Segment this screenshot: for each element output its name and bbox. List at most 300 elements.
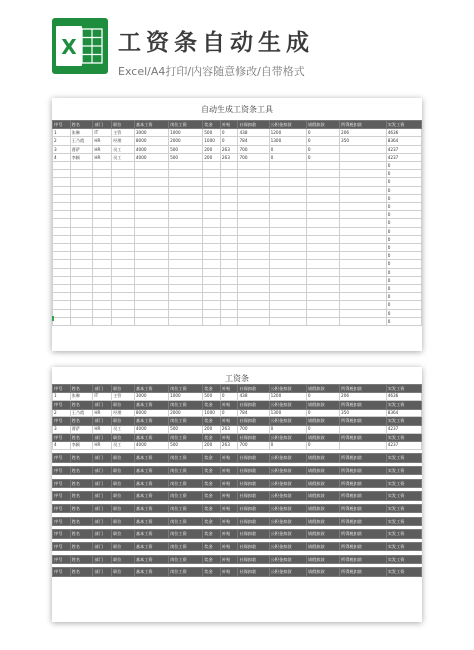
table-cell[interactable]: 0 [220,393,238,401]
table-cell[interactable]: 4237 [386,145,421,153]
table-cell[interactable] [93,211,112,219]
table-cell[interactable] [112,186,135,194]
table-cell[interactable] [220,235,238,243]
table-cell[interactable] [169,252,203,260]
table-cell[interactable] [203,194,221,202]
table-cell[interactable] [93,203,112,211]
table-cell[interactable]: 350 [340,137,387,145]
table-cell[interactable] [169,170,203,178]
table-cell[interactable] [340,442,387,450]
table-cell[interactable] [238,211,269,219]
table-cell[interactable] [220,309,238,317]
table-cell[interactable]: 4636 [386,393,421,401]
table-cell[interactable] [269,252,306,260]
table-cell[interactable] [93,252,112,260]
table-cell[interactable] [269,309,306,317]
table-cell[interactable]: 8000 [134,137,168,145]
table-cell[interactable] [169,235,203,243]
table-cell[interactable]: 263 [220,425,238,433]
table-cell[interactable] [70,203,93,211]
table-cell[interactable] [70,186,93,194]
table-cell[interactable] [306,211,339,219]
table-cell[interactable]: 0 [220,129,238,137]
table-cell[interactable] [70,178,93,186]
table-cell[interactable] [269,170,306,178]
table-cell[interactable] [203,203,221,211]
table-cell[interactable] [169,194,203,202]
table-cell[interactable]: 0 [386,293,421,301]
table-cell[interactable]: 员工 [112,442,135,450]
table-cell[interactable] [134,194,168,202]
table-cell[interactable] [306,293,339,301]
table-cell[interactable]: 784 [238,137,269,145]
table-cell[interactable] [220,219,238,227]
table-cell[interactable] [203,235,221,243]
table-cell[interactable] [340,293,387,301]
table-cell[interactable] [70,211,93,219]
table-cell[interactable]: 2 [53,409,71,417]
table-cell[interactable] [169,211,203,219]
table-cell[interactable] [306,268,339,276]
table-cell[interactable] [238,260,269,268]
table-cell[interactable] [340,227,387,235]
table-cell[interactable] [238,317,269,325]
table-cell[interactable] [169,203,203,211]
table-cell[interactable] [203,170,221,178]
table-cell[interactable] [70,162,93,170]
table-cell[interactable]: 经理 [112,137,135,145]
table-cell[interactable]: 0 [306,129,339,137]
table-cell[interactable] [220,317,238,325]
table-cell[interactable] [220,211,238,219]
table-cell[interactable] [93,317,112,325]
table-cell[interactable]: 员工 [112,145,135,153]
table-cell[interactable] [238,276,269,284]
table-cell[interactable]: 员工 [112,425,135,433]
table-cell[interactable] [53,178,71,186]
table-cell[interactable] [340,211,387,219]
table-cell[interactable]: 张琳 [70,393,93,401]
table-cell[interactable] [134,178,168,186]
table-cell[interactable] [93,309,112,317]
table-cell[interactable] [220,186,238,194]
table-cell[interactable] [112,211,135,219]
table-cell[interactable]: 1 [53,129,71,137]
table-cell[interactable] [169,309,203,317]
table-cell[interactable] [203,309,221,317]
table-cell[interactable] [340,317,387,325]
table-cell[interactable]: 0 [269,425,306,433]
table-cell[interactable] [306,317,339,325]
table-cell[interactable]: 0 [269,442,306,450]
table-cell[interactable]: 0 [386,317,421,325]
table-cell[interactable] [134,170,168,178]
table-cell[interactable] [112,309,135,317]
table-cell[interactable] [134,301,168,309]
table-cell[interactable]: 1000 [169,129,203,137]
table-cell[interactable]: IT [93,129,112,137]
table-cell[interactable]: 0 [386,162,421,170]
table-cell[interactable]: 0 [386,268,421,276]
table-cell[interactable] [169,219,203,227]
table-cell[interactable] [306,178,339,186]
table-cell[interactable] [53,293,71,301]
table-cell[interactable] [112,170,135,178]
table-cell[interactable] [203,285,221,293]
table-cell[interactable]: 0 [386,211,421,219]
table-cell[interactable] [269,317,306,325]
table-cell[interactable]: 3 [53,425,71,433]
table-cell[interactable] [134,227,168,235]
table-cell[interactable] [134,268,168,276]
table-cell[interactable] [53,244,71,252]
table-cell[interactable]: 李颖 [70,153,93,161]
table-cell[interactable] [340,235,387,243]
table-cell[interactable]: 0 [386,170,421,178]
table-cell[interactable]: 主管 [112,129,135,137]
table-cell[interactable] [169,317,203,325]
table-cell[interactable]: 0 [386,235,421,243]
table-cell[interactable]: 1000 [169,393,203,401]
table-cell[interactable]: 0 [269,145,306,153]
table-cell[interactable] [220,178,238,186]
table-cell[interactable]: 2000 [169,137,203,145]
table-cell[interactable] [134,285,168,293]
table-cell[interactable]: 4636 [386,129,421,137]
table-cell[interactable] [134,162,168,170]
table-cell[interactable]: 经理 [112,409,135,417]
table-cell[interactable]: 0 [306,393,339,401]
table-cell[interactable] [169,268,203,276]
table-cell[interactable]: 1300 [269,137,306,145]
table-cell[interactable]: 4000 [134,153,168,161]
table-cell[interactable]: 200 [203,145,221,153]
table-cell[interactable]: 206 [340,393,387,401]
table-cell[interactable] [93,268,112,276]
table-cell[interactable]: HR [93,145,112,153]
table-cell[interactable] [112,244,135,252]
table-cell[interactable]: 200 [203,442,221,450]
table-cell[interactable]: 0 [386,276,421,284]
table-cell[interactable] [70,235,93,243]
table-cell[interactable] [220,227,238,235]
table-cell[interactable]: 4237 [386,153,421,161]
table-cell[interactable]: 700 [238,153,269,161]
table-cell[interactable] [93,235,112,243]
table-cell[interactable] [220,203,238,211]
table-cell[interactable]: 2 [53,137,71,145]
table-cell[interactable]: 0 [386,219,421,227]
table-cell[interactable] [53,162,71,170]
table-cell[interactable]: 438 [238,393,269,401]
table-cell[interactable] [134,309,168,317]
table-cell[interactable]: 500 [169,442,203,450]
table-cell[interactable]: 王乃霞 [70,137,93,145]
table-cell[interactable] [70,309,93,317]
table-cell[interactable] [238,235,269,243]
table-cell[interactable] [238,170,269,178]
table-cell[interactable] [112,203,135,211]
table-cell[interactable] [340,219,387,227]
table-cell[interactable] [93,260,112,268]
table-cell[interactable]: 王乃霞 [70,409,93,417]
table-cell[interactable] [220,285,238,293]
table-cell[interactable]: 0 [306,153,339,161]
table-cell[interactable] [70,301,93,309]
table-cell[interactable]: 263 [220,145,238,153]
table-cell[interactable] [112,285,135,293]
table-cell[interactable]: 4237 [386,442,421,450]
table-cell[interactable]: 784 [238,409,269,417]
table-cell[interactable]: 0 [386,194,421,202]
table-cell[interactable] [340,276,387,284]
table-cell[interactable] [269,244,306,252]
table-cell[interactable] [220,268,238,276]
table-cell[interactable] [169,186,203,194]
table-cell[interactable]: 1000 [203,137,221,145]
table-cell[interactable] [70,260,93,268]
table-cell[interactable] [53,170,71,178]
table-cell[interactable] [238,309,269,317]
table-cell[interactable] [203,301,221,309]
table-cell[interactable] [134,235,168,243]
table-cell[interactable] [53,268,71,276]
table-cell[interactable] [53,301,71,309]
table-cell[interactable]: 3000 [134,393,168,401]
table-cell[interactable] [93,276,112,284]
table-cell[interactable] [340,425,387,433]
table-cell[interactable] [169,244,203,252]
table-cell[interactable] [134,186,168,194]
table-cell[interactable] [238,301,269,309]
table-cell[interactable] [70,219,93,227]
table-cell[interactable] [112,227,135,235]
table-cell[interactable] [238,178,269,186]
table-cell[interactable] [112,162,135,170]
table-cell[interactable]: 0 [386,227,421,235]
table-cell[interactable] [340,162,387,170]
table-cell[interactable] [220,162,238,170]
table-cell[interactable]: 700 [238,442,269,450]
table-cell[interactable]: HR [93,425,112,433]
table-cell[interactable] [203,186,221,194]
table-cell[interactable]: 500 [169,425,203,433]
table-cell[interactable]: 500 [169,145,203,153]
table-cell[interactable]: 1200 [269,129,306,137]
table-cell[interactable]: 500 [169,153,203,161]
table-cell[interactable] [269,162,306,170]
table-cell[interactable]: 0 [306,442,339,450]
table-cell[interactable]: 700 [238,145,269,153]
table-cell[interactable]: 3000 [134,129,168,137]
table-cell[interactable] [340,309,387,317]
table-cell[interactable] [220,260,238,268]
table-cell[interactable] [169,301,203,309]
table-cell[interactable] [269,268,306,276]
table-cell[interactable]: 438 [238,129,269,137]
table-cell[interactable] [238,293,269,301]
table-cell[interactable]: 0 [220,409,238,417]
table-cell[interactable] [53,285,71,293]
table-cell[interactable] [112,268,135,276]
table-cell[interactable] [269,276,306,284]
table-cell[interactable]: 0 [386,301,421,309]
table-cell[interactable] [340,170,387,178]
table-cell[interactable] [340,194,387,202]
table-cell[interactable] [169,178,203,186]
table-cell[interactable]: 200 [203,153,221,161]
table-cell[interactable] [269,211,306,219]
table-cell[interactable]: 张琳 [70,129,93,137]
table-cell[interactable]: 曹萨 [70,425,93,433]
table-cell[interactable]: 0 [269,153,306,161]
table-cell[interactable] [203,219,221,227]
table-cell[interactable] [93,301,112,309]
table-cell[interactable] [306,186,339,194]
table-cell[interactable] [203,252,221,260]
table-cell[interactable] [306,194,339,202]
table-cell[interactable] [112,317,135,325]
table-cell[interactable] [238,186,269,194]
table-cell[interactable]: 263 [220,153,238,161]
table-cell[interactable] [53,260,71,268]
table-cell[interactable] [306,244,339,252]
table-cell[interactable] [220,194,238,202]
table-cell[interactable] [134,219,168,227]
table-cell[interactable]: 4000 [134,425,168,433]
table-cell[interactable] [53,203,71,211]
table-cell[interactable]: 8364 [386,409,421,417]
table-cell[interactable] [93,162,112,170]
table-cell[interactable] [134,317,168,325]
table-cell[interactable] [134,276,168,284]
table-cell[interactable]: 8000 [134,409,168,417]
table-cell[interactable]: 350 [340,409,387,417]
table-cell[interactable]: 0 [220,137,238,145]
table-cell[interactable]: 0 [306,145,339,153]
table-cell[interactable] [306,170,339,178]
table-cell[interactable] [53,194,71,202]
table-cell[interactable]: 0 [306,409,339,417]
table-cell[interactable] [238,194,269,202]
table-cell[interactable] [269,178,306,186]
table-cell[interactable] [203,227,221,235]
table-cell[interactable] [340,285,387,293]
table-cell[interactable] [134,252,168,260]
table-cell[interactable]: 3 [53,145,71,153]
table-cell[interactable]: HR [93,137,112,145]
table-cell[interactable] [340,203,387,211]
table-cell[interactable] [70,317,93,325]
table-cell[interactable] [53,227,71,235]
table-cell[interactable]: 8364 [386,137,421,145]
table-cell[interactable] [53,276,71,284]
table-cell[interactable] [220,301,238,309]
table-cell[interactable]: 4237 [386,425,421,433]
table-cell[interactable] [203,317,221,325]
table-cell[interactable]: 500 [203,393,221,401]
table-cell[interactable] [203,178,221,186]
table-cell[interactable] [220,244,238,252]
table-cell[interactable] [169,293,203,301]
table-cell[interactable]: 700 [238,425,269,433]
table-cell[interactable] [269,227,306,235]
table-cell[interactable] [112,235,135,243]
table-cell[interactable] [53,309,71,317]
table-cell[interactable]: 4 [53,442,71,450]
table-cell[interactable] [340,244,387,252]
table-cell[interactable] [203,268,221,276]
table-cell[interactable] [169,162,203,170]
table-cell[interactable] [238,244,269,252]
table-cell[interactable] [238,285,269,293]
table-cell[interactable]: 0 [386,252,421,260]
table-cell[interactable] [93,285,112,293]
table-cell[interactable]: 1 [53,393,71,401]
table-cell[interactable] [112,194,135,202]
table-cell[interactable]: HR [93,409,112,417]
table-cell[interactable] [70,252,93,260]
table-cell[interactable] [220,293,238,301]
table-cell[interactable] [306,301,339,309]
table-cell[interactable] [269,301,306,309]
table-cell[interactable] [203,276,221,284]
table-cell[interactable] [340,145,387,153]
table-cell[interactable]: 0 [386,178,421,186]
table-cell[interactable] [70,194,93,202]
table-cell[interactable] [238,227,269,235]
table-cell[interactable] [93,186,112,194]
table-cell[interactable] [238,203,269,211]
table-cell[interactable]: 0 [386,203,421,211]
table-cell[interactable] [306,260,339,268]
table-cell[interactable] [70,244,93,252]
table-cell[interactable] [169,260,203,268]
table-cell[interactable] [112,219,135,227]
table-cell[interactable] [53,186,71,194]
table-cell[interactable]: 1000 [203,409,221,417]
table-cell[interactable]: 200 [203,425,221,433]
table-cell[interactable] [53,235,71,243]
table-cell[interactable] [340,301,387,309]
table-cell[interactable] [134,203,168,211]
table-cell[interactable] [306,219,339,227]
table-cell[interactable] [93,293,112,301]
table-cell[interactable] [70,170,93,178]
table-cell[interactable] [306,162,339,170]
table-cell[interactable] [238,219,269,227]
table-cell[interactable]: 206 [340,129,387,137]
table-cell[interactable]: HR [93,153,112,161]
table-cell[interactable] [203,162,221,170]
table-cell[interactable] [269,285,306,293]
table-cell[interactable] [269,219,306,227]
table-cell[interactable]: 1200 [269,393,306,401]
table-cell[interactable] [306,285,339,293]
table-cell[interactable] [238,268,269,276]
table-cell[interactable]: 0 [386,186,421,194]
table-cell[interactable] [269,260,306,268]
table-cell[interactable] [112,260,135,268]
table-cell[interactable]: 李颖 [70,442,93,450]
table-cell[interactable] [238,252,269,260]
table-cell[interactable]: 0 [386,285,421,293]
table-cell[interactable]: 1300 [269,409,306,417]
table-cell[interactable] [134,293,168,301]
table-cell[interactable]: 4000 [134,442,168,450]
table-cell[interactable] [53,317,71,325]
table-cell[interactable] [53,211,71,219]
